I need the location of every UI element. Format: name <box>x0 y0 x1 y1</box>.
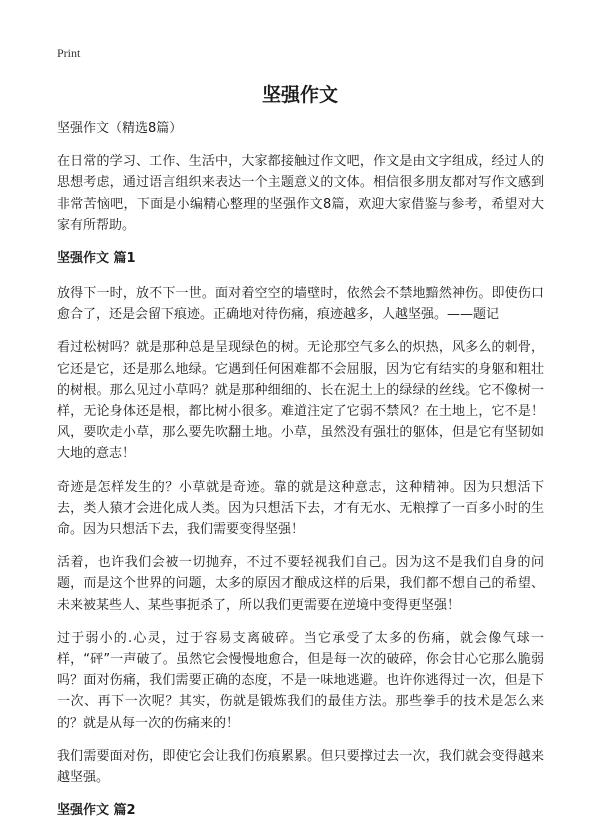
paragraph: 活着，也许我们会被一切抛弃，不过不要轻视我们自己。因为这不是我们自身的问题，而是这个世界的问题，太多的原因才酿成这样的后果，我们都不想自己的希望、未来被某些人、某些事扼杀了，所以我们更需要在逆境中变得更坚强！ <box>57 555 544 613</box>
paragraph: 过于弱小的.心灵，过于容易支离破碎。当它承受了太多的伤痛，就会像气球一样，“砰”一声破了。虽然它会慢慢地愈合，但是每一次的破碎，你会甘心它那么脆弱吗？面对伤痛，我们需要正确的态度，不是一味地逃避。也许你逃得过一次，但是下一次、再下一次呢？其实，伤就是锻炼我们的最佳方法。那些拳手的技术是怎么来的？就是从每一次的伤痛来的！ <box>57 630 544 731</box>
page-title: 坚强作文 <box>261 84 338 106</box>
document-subtitle: 坚强作文（精选8篇） <box>57 121 183 136</box>
print-label: Print <box>57 46 81 60</box>
paragraph: 奇迹是怎样发生的？小草就是奇迹。靠的就是这种意志，这种精神。因为只想活下去，类人猿才会进化成人类。因为只想活下去，才有无水、无粮撑了一百多小时的生命。因为只想活下去，我们需要变得坚强！ <box>57 479 544 538</box>
section-heading-2: 坚强作文 篇2 <box>57 803 136 819</box>
paragraph: 我们需要面对伤，即使它会让我们伤痕累累。但只要撑过去一次，我们就会变得越来越坚强。 <box>57 748 544 786</box>
document-body <box>57 118 544 835</box>
paragraph: 看过松树吗？就是那种总是呈现绿色的树。无论那空气多么的炽热，风多么的刺骨，它还是它，还是那么地绿。它遇到任何困难都不会屈服，因为它有结实的身躯和粗壮的树根。那么见过小草吗？就是那种细细的、长在泥土上的绿绿的丝线。它不像树一样，无论身体还是根，都比树小很多。难道注定了它弱不禁风？在土地上，它不是！风，要吹走小草，那么要先吹翻土地。小草，虽然没有强壮的躯体，但是它有坚韧如大地的意志！ <box>57 340 544 462</box>
paragraph: 放得下一时，放不下一世。面对着空空的墙壁时，依然会不禁地黯然神伤。即使伤口愈合了，还是会留下痕迹。正确地对待伤痛，痕迹越多，人越坚强。——题记 <box>57 286 544 323</box>
section-heading-1: 坚强作文 篇1 <box>57 251 136 267</box>
intro-paragraph: 在日常的学习、工作、生活中，大家都接触过作文吧，作文是由文字组成，经过人的思想考虑，通过语言组织来表达一个主题意义的文体。相信很多朋友都对写作文感到非常苦恼吧，下面是小编精心整理的坚强作文8篇，欢迎大家借鉴与参考，希望对大家有所帮助。 <box>57 154 544 233</box>
